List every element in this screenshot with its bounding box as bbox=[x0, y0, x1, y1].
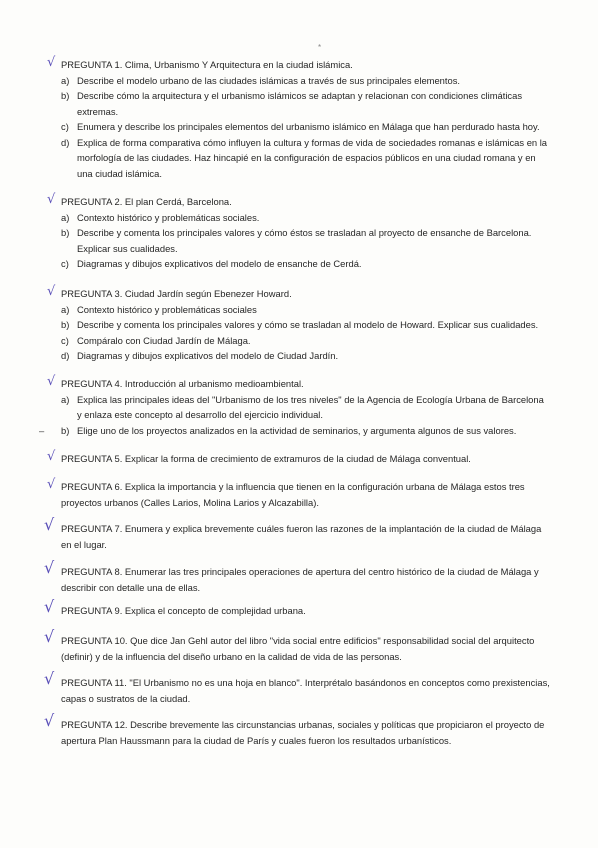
question-title: PREGUNTA 5. Explicar la forma de crecimiento de extramuros de la ciudad de Málaga conventual. bbox=[61, 453, 471, 464]
question-title: PREGUNTA 9. Explica el concepto de complejidad urbana. bbox=[61, 605, 306, 616]
question-7 bbox=[44, 515, 551, 552]
check-mark-icon: √ bbox=[47, 192, 56, 207]
question-title: PREGUNTA 8. Enumerar las tres principales operaciones de apertura del centro histórico de la ciudad de Málaga y describir con detalle una de ellas. bbox=[61, 566, 539, 593]
check-mark-icon: √ bbox=[47, 284, 56, 299]
question-10 bbox=[44, 627, 551, 664]
question-12 bbox=[44, 711, 551, 748]
check-mark-icon: √ bbox=[44, 597, 55, 616]
question-title: PREGUNTA 2. El plan Cerdá, Barcelona. bbox=[61, 196, 232, 207]
question-title: PREGUNTA 3. Ciudad Jardín según Ebenezer Howard. bbox=[61, 288, 292, 299]
check-mark-icon: √ bbox=[44, 558, 55, 577]
question-5 bbox=[47, 449, 551, 467]
question-title: PREGUNTA 10. Que dice Jan Gehl autor del libro "vida social entre edificios" responsabilidad social del arquitecto (definir) y de la influencia del diseño urbano en la calidad de vida de las personas. bbox=[61, 635, 535, 662]
list-item: d) Diagramas y dibujos explicativos del modelo de Ciudad Jardín. bbox=[61, 350, 339, 361]
question-title: PREGUNTA 6. Explica la importancia y la influencia que tienen en la configuración urbana de Málaga estos tres proyectos urbanos (Calles Larios, Molina Larios y Alcazabilla). bbox=[61, 481, 525, 508]
question-11 bbox=[44, 669, 551, 706]
list-item: b) Describe y comenta los principales valores y cómo se trasladan al modelo de Howard. Explicar sus cualidades. bbox=[61, 319, 539, 330]
question-6 bbox=[47, 477, 551, 510]
dash-mark: – bbox=[39, 424, 45, 436]
question-title: PREGUNTA 7. Enumera y explica brevemente cuáles fueron las razones de la implantación de la ciudad de Málaga en el lugar. bbox=[61, 523, 542, 550]
question-title: PREGUNTA 12. Describe brevemente las circunstancias urbanas, sociales y políticas que propiciaron el proyecto de apertura Plan Haussmann para la ciudad de París y cuales fueron los resultados urbanísticos. bbox=[61, 719, 545, 746]
question-4 bbox=[39, 374, 551, 438]
list-item: d) Explica de forma comparativa cómo influyen la cultura y formas de vida de sociedades romanas e islámicas en la morfología de las ciudades. Haz hincapié en la configuración de espacios públicos en una ciudad romana y en una ciudad islámica. bbox=[61, 136, 548, 179]
question-title: PREGUNTA 1. Clima, Urbanismo Y Arquitectura en la ciudad islámica. bbox=[61, 59, 353, 70]
list-item: – b) Elige uno de los proyectos analizados en la actividad de seminarios, y argumenta algunos de sus valores. bbox=[61, 423, 551, 439]
list-item: b) Describe y comenta los principales valores y cómo éstos se trasladan al proyecto de ensanche de Barcelona. Explicar sus cualidades. bbox=[61, 227, 532, 254]
check-mark-icon: √ bbox=[47, 449, 56, 464]
list-item: c) Compáralo con Ciudad Jardín de Málaga. bbox=[61, 334, 251, 346]
check-mark-icon: √ bbox=[44, 515, 55, 534]
check-mark-icon: √ bbox=[44, 627, 55, 646]
question-2 bbox=[47, 192, 551, 272]
check-mark-icon: √ bbox=[44, 711, 55, 730]
list-item: a) Explica las principales ideas del "Urbanismo de los tres niveles" de la Agencia de Ecología Urbana de Barcelona y enlaza este concepto al desarrollo del ejercicio individual. bbox=[61, 393, 544, 420]
list-item: a) Describe el modelo urbano de las ciudades islámicas a través de sus principales elementos. bbox=[61, 74, 461, 86]
list-item: c) Diagramas y dibujos explicativos del modelo de ensanche de Cerdá. bbox=[61, 258, 362, 269]
question-8 bbox=[44, 558, 551, 595]
check-mark-icon: √ bbox=[44, 669, 55, 688]
check-mark-icon: √ bbox=[47, 374, 56, 389]
page-mark: * bbox=[318, 43, 322, 52]
question-title: PREGUNTA 11. "El Urbanismo no es una hoja en blanco". Interprétalo basándonos en conceptos como prexistencias, capas o sustratos de la ciudad. bbox=[61, 677, 550, 704]
check-mark-icon: √ bbox=[47, 477, 56, 492]
question-9 bbox=[44, 597, 551, 619]
question-title: PREGUNTA 4. Introducción al urbanismo medioambiental. bbox=[61, 378, 304, 389]
question-1 bbox=[47, 55, 551, 181]
list-item: b) Describe cómo la arquitectura y el urbanismo islámicos se adaptan y relacionan con condiciones climáticas extremas. bbox=[61, 90, 523, 117]
check-mark-icon: √ bbox=[47, 55, 56, 70]
list-item: a) Contexto histórico y problemáticas sociales bbox=[61, 303, 257, 315]
list-item: c) Enumera y describe los principales elementos del urbanismo islámico en Málaga que han perdurado hasta hoy. bbox=[61, 121, 540, 132]
question-3 bbox=[47, 284, 551, 364]
list-item: a) Contexto histórico y problemáticas sociales. bbox=[61, 211, 260, 223]
